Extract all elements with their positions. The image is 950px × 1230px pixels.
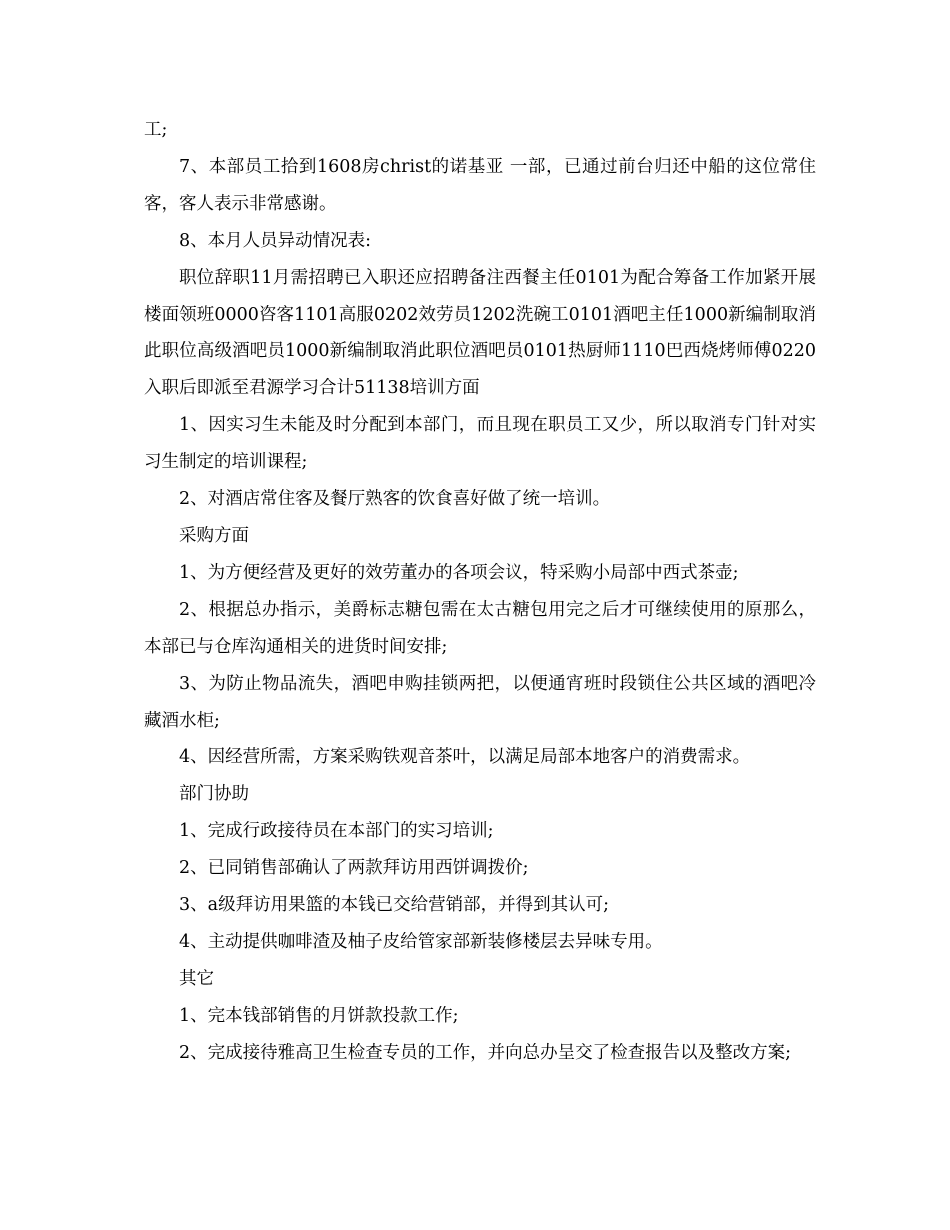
paragraph-assist-4: 4、主动提供咖啡渣及柚子皮给管家部新装修楼层去异味专用。 [179, 931, 663, 952]
paragraph-assist-1: 1、完成行政接待员在本部门的实习培训; [179, 821, 494, 842]
paragraph-other-1: 1、完本钱部销售的月饼款投款工作; [179, 1005, 459, 1026]
paragraph-purchasing-3: 3、为防止物品流失，酒吧申购挂锁两把，以便通宵班时段锁住公共区域的酒吧冷藏酒水柜; [144, 673, 816, 731]
paragraph-purchasing-4: 4、因经营所需，方案采购铁观音茶叶，以满足局部本地客户的消费需求。 [179, 747, 751, 768]
document-body [144, 112, 816, 1072]
paragraph-assist-2: 2、已同销售部确认了两款拜访用西饼调拨价; [179, 858, 529, 879]
paragraph-purchasing-2: 2、根据总办指示，美爵标志糖包需在太古糖包用完之后才可继续使用的原那么，本部已与仓库沟通相关的进货时间安排; [144, 599, 816, 657]
paragraph-item-7: 7、本部员工拾到1608房christ的诺基亚 一部，已通过前台归还中船的这位常住客，客人表示非常感谢。 [144, 156, 816, 214]
paragraph-other-2: 2、完成接待雅高卫生检查专员的工作，并向总办呈交了检查报告以及整改方案; [179, 1042, 792, 1063]
section-heading-purchasing: 采购方面 [179, 525, 249, 546]
paragraph-item-8: 8、本月人员异动情况表: [179, 230, 372, 251]
paragraph-continuation: 工; [144, 120, 168, 140]
paragraph-staff-table: 职位辞职11月需招聘已入职还应招聘备注西餐主任0101为配合筹备工作加紧开展楼面领班0000咨客1101高服0202效劳员1202洗碗工0101酒吧主任1000新编制取消此职位高级酒吧员1000新编制取消此职位酒吧员0101热厨师1110巴西烧烤师傅0220入职后即派至君源学习合计51138培训方面 [144, 267, 816, 399]
paragraph-purchasing-1: 1、为方便经营及更好的效劳董办的各项会议，特采购小局部中西式茶壶; [179, 562, 739, 583]
paragraph-assist-3: 3、a级拜访用果篮的本钱已交给营销部，并得到其认可; [179, 895, 609, 916]
paragraph-training-2: 2、对酒店常住客及餐厅熟客的饮食喜好做了统一培训。 [179, 489, 611, 510]
section-heading-department-assist: 部门协助 [179, 784, 249, 805]
paragraph-training-1: 1、因实习生未能及时分配到本部门，而且现在职员工又少，所以取消专门针对实习生制定的培训课程; [144, 415, 816, 473]
section-heading-other: 其它 [179, 968, 214, 989]
